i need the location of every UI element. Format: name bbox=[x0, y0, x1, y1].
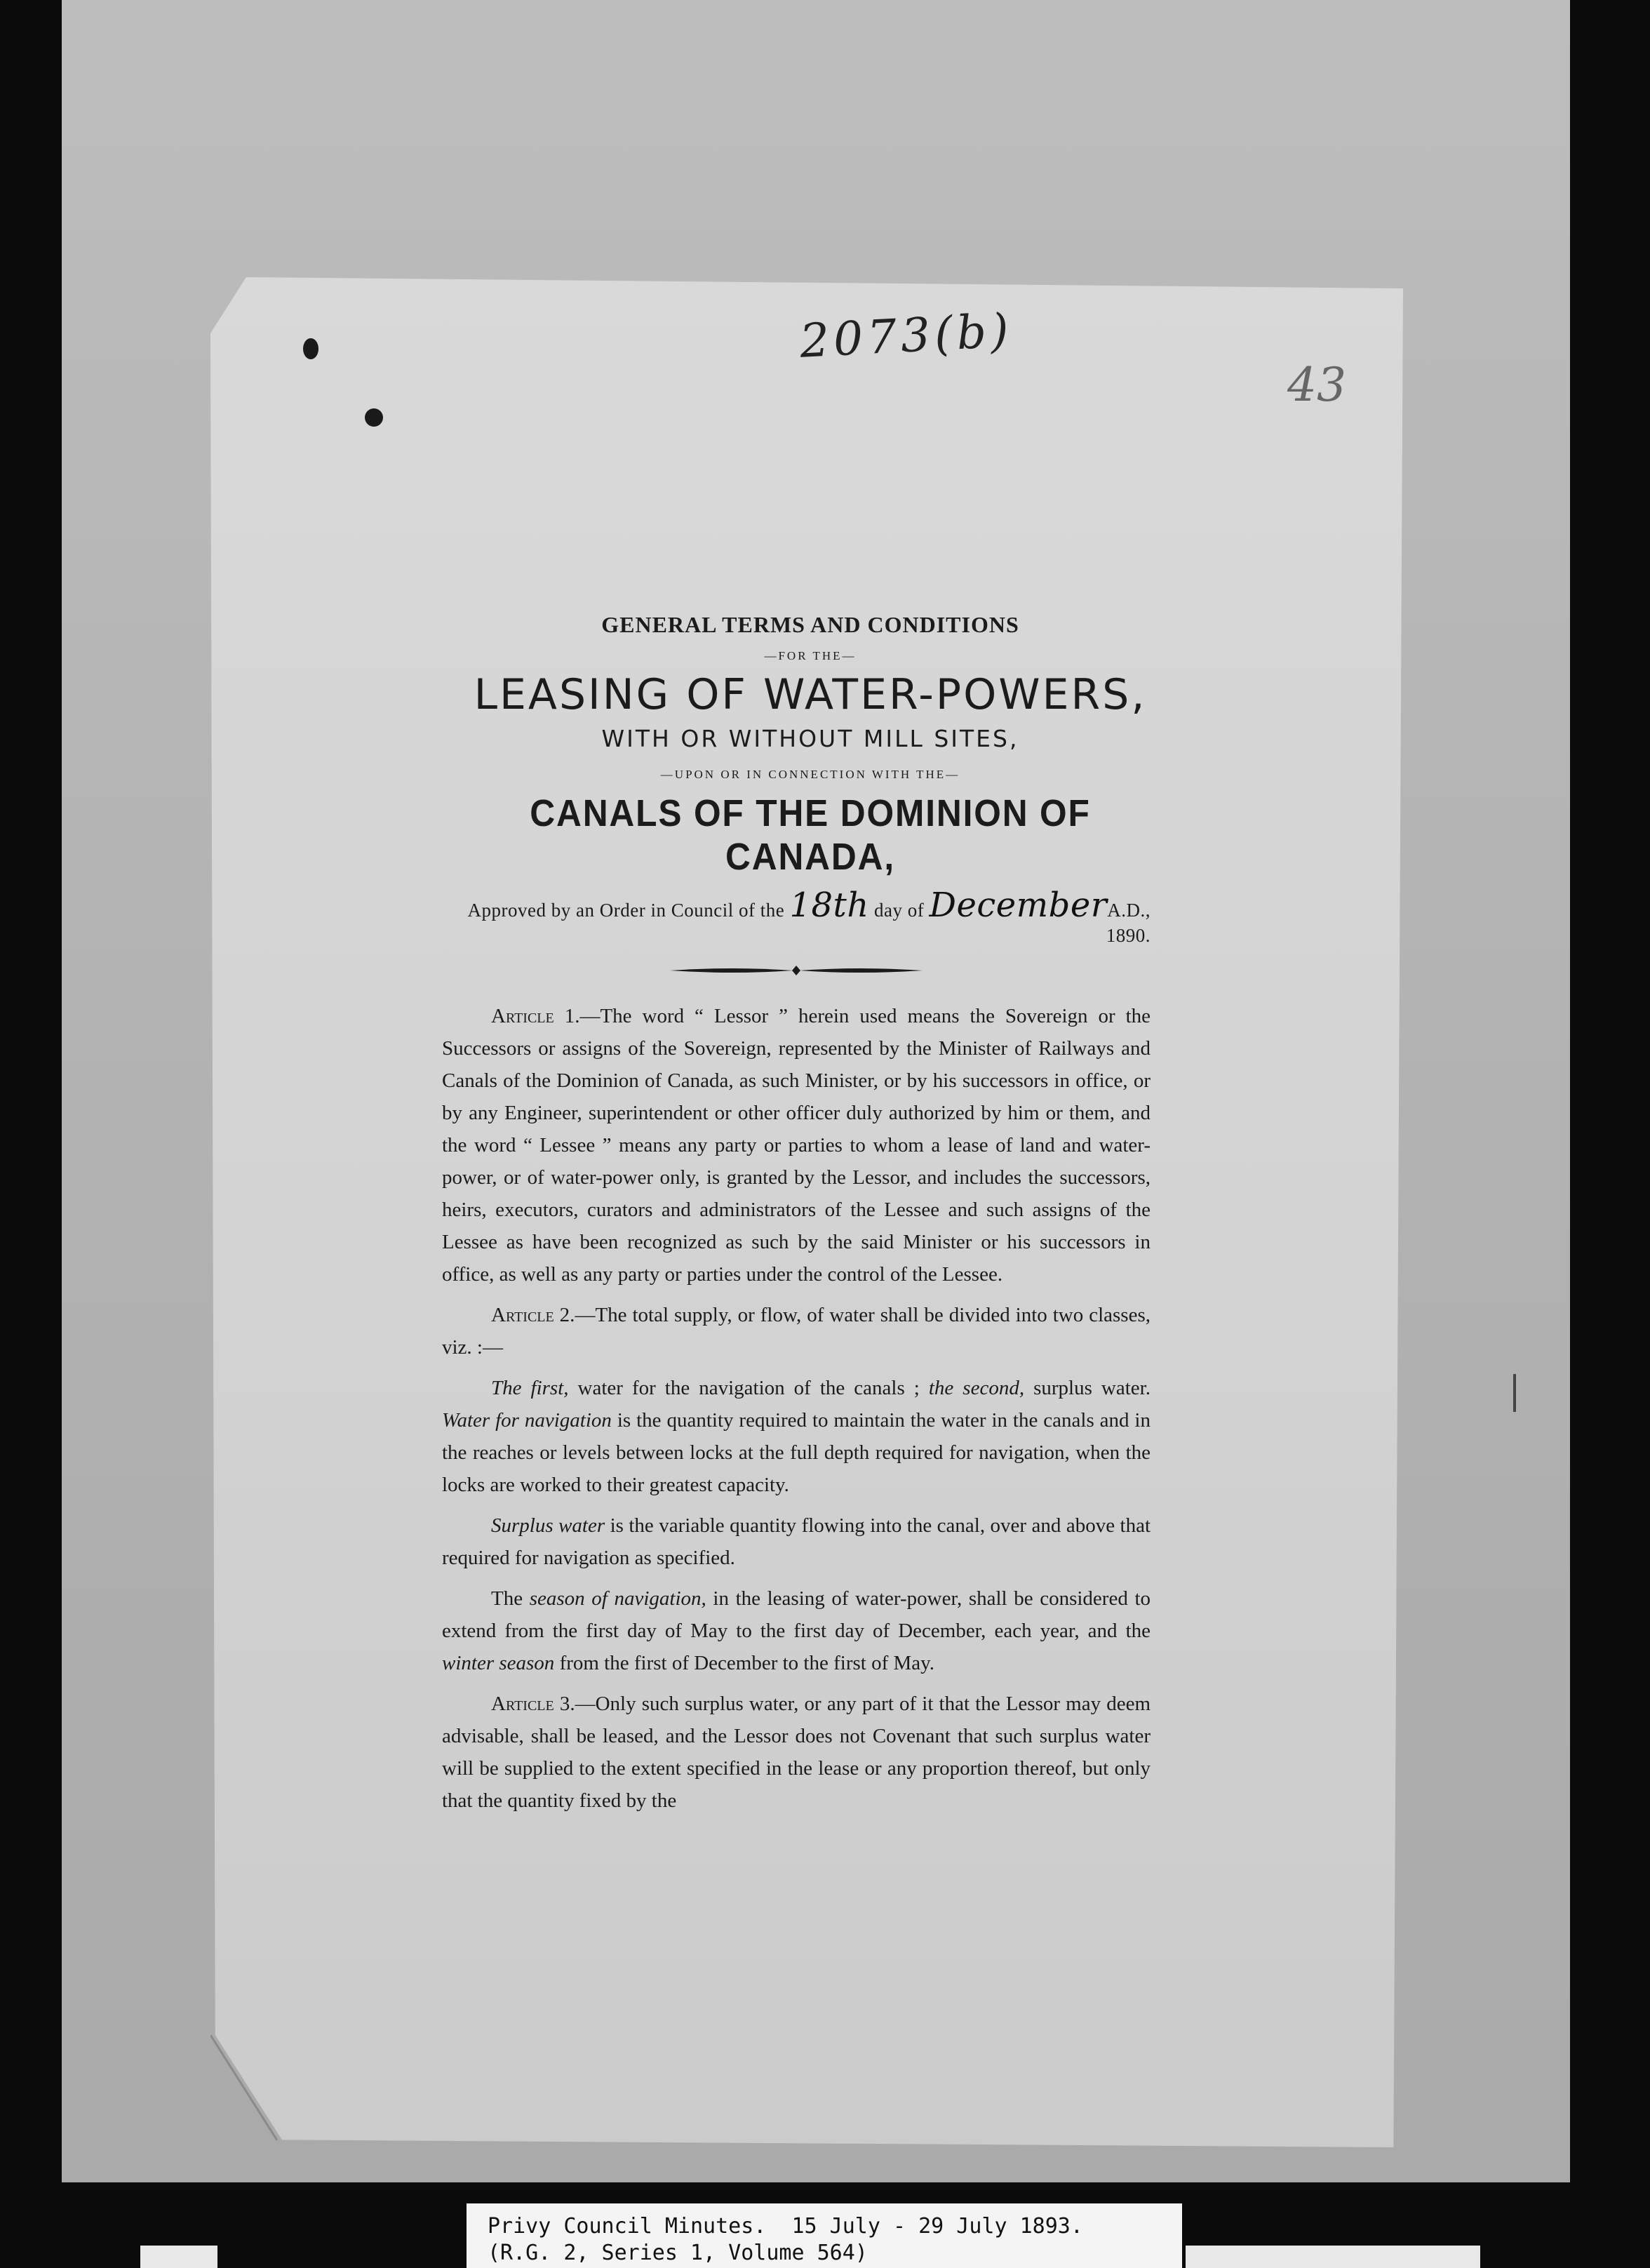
paragraph-surplus-water: Surplus water is the variable quantity flowing into the canal, over and above that required for navigation as specified. bbox=[442, 1514, 1151, 1569]
card-tab-right bbox=[1186, 2246, 1480, 2268]
approval-suffix: A.D., 1890. bbox=[1106, 900, 1151, 946]
archive-caption bbox=[467, 2203, 1182, 2268]
punch-hole bbox=[365, 408, 383, 427]
article-1: Article 1.—The word “ Lessor ” herein used means the Sovereign or the Successors or assigns of the Sovereign, represented by the Minister of Railways and Canals of the Dominion of Canada, as such Minister, or by his successors in office, or by any Engineer, superintendent or other officer duly authorized by him or them, and the word “ Lessee ” means any party or parties to whom a lease of land and water-power, or of water-power only, is granted by the Lessor, and includes the successors, heirs, executors, curators and administrators of the Lessee and such assigns of the Lessee as have been recognized as such by the said Minister or his successors in office, as well as any party or parties under the control of the Lessee. bbox=[442, 1005, 1151, 1286]
approval-prefix: Approved by an Order in Council of the bbox=[467, 900, 785, 921]
approval-line bbox=[442, 886, 1151, 947]
article-text bbox=[442, 1000, 1151, 1817]
caption-line-2: (R.G. 2, Series 1, Volume 564) bbox=[488, 2241, 868, 2265]
article-3: Article 3.—Only such surplus water, or any part of it that the Lessor may deem advisable, shall be leased, and the Lessor does not Covenant that such surplus water will be supplied to the extent specified in the lease or any proportion thereof, but only that the quantity fixed by the bbox=[442, 1693, 1151, 1812]
file-number: 2073(b) bbox=[798, 303, 1014, 368]
heading-for-the: —FOR THE— bbox=[764, 649, 857, 662]
staple-mark bbox=[303, 338, 318, 359]
paragraph-season: The season of navigation, in the leasing of water-power, shall be considered to extend from the first day of May to the first day of December, each year, and the winter season from the first of December to the first of May. bbox=[442, 1587, 1151, 1674]
heading-mill-sites: WITH OR WITHOUT MILL SITES, bbox=[601, 725, 1019, 752]
card-tab-left bbox=[140, 2246, 217, 2268]
paragraph-water-classes: The first, water for the navigation of the canals ; the second, surplus water. Water for navigation is the quantity required to maintain the water in the canals and in the reaches or levels between locks at the full depth required for navigation, when the locks are worked to their greatest capacity. bbox=[442, 1377, 1151, 1496]
document-body bbox=[442, 612, 1151, 1817]
approval-mid: day of bbox=[873, 900, 925, 921]
approval-day: 18th bbox=[789, 886, 869, 925]
heading-general: GENERAL TERMS AND CONDITIONS bbox=[601, 612, 1019, 637]
article-2: Article 2.—The total supply, or flow, of water shall be divided into two classes, viz. :— bbox=[442, 1304, 1151, 1359]
page-number: 43 bbox=[1287, 358, 1346, 412]
heading-leasing: LEASING OF WATER-POWERS, bbox=[474, 670, 1147, 719]
margin-mark bbox=[1513, 1374, 1516, 1412]
caption-line-1: Privy Council Minutes. 15 July - 29 July 1893. bbox=[488, 2214, 1083, 2239]
approval-month: December bbox=[929, 886, 1108, 925]
heading-canals: CANALS OF THE DOMINION OF CANADA, bbox=[530, 792, 1091, 878]
heading-upon: —UPON OR IN CONNECTION WITH THE— bbox=[660, 768, 960, 781]
ornament-divider bbox=[670, 962, 923, 979]
